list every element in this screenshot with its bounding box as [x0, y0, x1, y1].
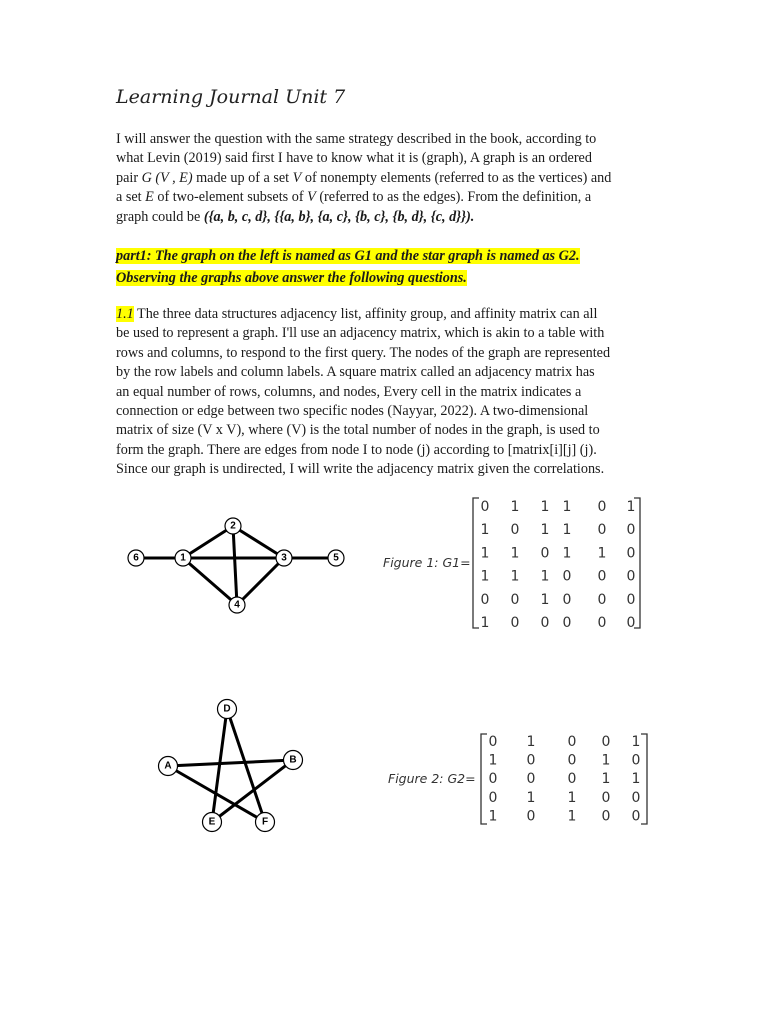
matrix-cell: 1 — [562, 545, 572, 562]
matrix-cell: 0 — [597, 568, 607, 585]
svg-text:F: F — [261, 816, 269, 828]
matrix-cell: 1 — [631, 734, 641, 750]
svg-text:B: B — [289, 754, 297, 766]
matrix-cell: 0 — [510, 522, 520, 539]
matrix-cell: 0 — [601, 734, 611, 750]
graph-node — [284, 751, 303, 770]
matrix-cell: 0 — [567, 752, 577, 769]
matrix-cell: 0 — [526, 808, 536, 825]
svg-text:2: 2 — [230, 520, 236, 532]
part1-question — [116, 245, 656, 289]
svg-text:3: 3 — [281, 552, 287, 564]
matrix-cell: 1 — [480, 568, 490, 585]
matrix-cell: 0 — [626, 545, 636, 562]
matrix-cell: 0 — [567, 734, 577, 750]
matrix-cell: 1 — [526, 789, 536, 806]
svg-text:E: E — [208, 816, 216, 828]
intro-line: pair G (V , E) made up of a set V of nonempty elements (referred to as the vertices) and — [116, 169, 612, 186]
matrix-cell: 0 — [597, 615, 607, 631]
matrix-cell: 0 — [562, 568, 572, 585]
intro-line: a set E of two-element subsets of V (referred to as the edges). From the definition, a — [116, 189, 592, 206]
answer-line: by the row labels and column labels. A square matrix called an adjacency matrix has — [116, 364, 595, 381]
matrix-cell: 0 — [562, 615, 572, 631]
matrix-cell: 0 — [510, 615, 520, 631]
matrix-cell: 1 — [567, 789, 577, 806]
graph-node — [256, 813, 275, 832]
page-title: Learning Journal Unit 7 — [116, 86, 346, 108]
graph-node — [276, 550, 292, 566]
matrix-cell: 1 — [480, 522, 490, 539]
graph-g1-diagram — [120, 508, 355, 618]
matrix-cell: 1 — [510, 568, 520, 585]
matrix-cell: 0 — [597, 499, 607, 515]
matrix-cell: 0 — [510, 591, 520, 608]
matrix-cell: 0 — [601, 789, 611, 806]
intro-line: I will answer the question with the same strategy described in the book, according to — [116, 131, 597, 147]
matrix-cell: 0 — [631, 789, 641, 806]
graph-node — [225, 518, 241, 534]
intro-line: what Levin (2019) said first I have to know what it is (graph), A graph is an ordered — [116, 150, 592, 167]
matrix-right-bracket — [634, 498, 640, 628]
matrix-cell: 0 — [626, 568, 636, 585]
graph-node — [203, 813, 222, 832]
answer-paragraph — [116, 305, 651, 480]
matrix-cell: 0 — [540, 615, 550, 631]
matrix-cell: 0 — [488, 734, 498, 750]
matrix-cell: 1 — [488, 808, 498, 825]
matrix-cell: 1 — [510, 545, 520, 562]
matrix-cell: 1 — [540, 568, 550, 585]
answer-line: an equal number of rows, columns, and nodes, Every cell in the matrix indicates a — [116, 383, 582, 400]
answer-line: matrix of size (V x V), where (V) is the total number of nodes in the graph, is used to — [116, 422, 600, 439]
matrix-cell: 1 — [626, 499, 636, 515]
g2-adjacency-matrix — [474, 730, 654, 828]
matrix-cell: 0 — [631, 752, 641, 769]
matrix-cell: 0 — [626, 591, 636, 608]
graph-g2-diagram — [150, 695, 310, 835]
svg-text:D: D — [223, 703, 231, 715]
matrix-cell: 0 — [562, 591, 572, 608]
graph-node — [229, 597, 245, 613]
matrix-cell: 0 — [597, 591, 607, 608]
matrix-cell: 1 — [510, 499, 520, 515]
svg-text:1: 1 — [180, 552, 186, 564]
matrix-left-bracket — [481, 734, 487, 824]
g1-adjacency-matrix — [466, 494, 648, 632]
matrix-cell: 1 — [601, 752, 611, 769]
matrix-cell: 1 — [562, 499, 572, 515]
matrix-cell: 1 — [562, 522, 572, 539]
intro-paragraph — [116, 130, 651, 227]
matrix-cell: 1 — [540, 499, 550, 515]
part1-line: part1: The graph on the left is named as G1 and the star graph is named as G2. — [116, 248, 580, 264]
part1-line: Observing the graphs above answer the following questions. — [116, 270, 467, 286]
matrix-cell: 1 — [526, 734, 536, 750]
matrix-cell: 1 — [631, 771, 641, 788]
answer-line: be used to represent a graph. I'll use an adjacency matrix, which is akin to a table with — [116, 325, 605, 342]
graph-node — [328, 550, 344, 566]
figure2-label: Figure 2: G2= — [388, 771, 476, 786]
matrix-cell: 0 — [597, 522, 607, 539]
figure1-label: Figure 1: G1= — [383, 555, 471, 570]
matrix-cell: 1 — [540, 522, 550, 539]
svg-text:5: 5 — [333, 552, 339, 564]
answer-line: form the graph. There are edges from node I to node (j) according to [matrix[i][j] (j). — [116, 441, 597, 458]
matrix-cell: 0 — [526, 752, 536, 769]
matrix-cell: 0 — [601, 808, 611, 825]
svg-text:A: A — [164, 760, 172, 772]
matrix-cell: 0 — [626, 615, 636, 631]
graph-node — [218, 700, 237, 719]
matrix-cell: 0 — [526, 771, 536, 788]
svg-text:4: 4 — [234, 599, 240, 611]
matrix-cell: 1 — [601, 771, 611, 788]
matrix-cell: 1 — [480, 545, 490, 562]
matrix-cell: 0 — [631, 808, 641, 825]
matrix-cell: 1 — [488, 752, 498, 769]
matrix-cell: 0 — [480, 591, 490, 608]
graph-node — [175, 550, 191, 566]
graph-node — [159, 757, 178, 776]
matrix-cell: 0 — [567, 771, 577, 788]
matrix-cell: 1 — [567, 808, 577, 825]
matrix-cell: 0 — [540, 545, 550, 562]
intro-line: graph could be ({a, b, c, d}, {{a, b}, {a, c}, {b, c}, {b, d}, {c, d}}). — [116, 208, 475, 225]
matrix-cell: 1 — [540, 591, 550, 608]
matrix-cell: 0 — [626, 522, 636, 539]
svg-text:6: 6 — [133, 552, 139, 564]
matrix-cell: 1 — [480, 615, 490, 631]
answer-number: 1.1 — [116, 306, 134, 322]
matrix-left-bracket — [473, 498, 479, 628]
matrix-cell: 0 — [480, 499, 490, 515]
graph-node — [128, 550, 144, 566]
matrix-cell: 0 — [488, 771, 498, 788]
matrix-cell: 1 — [597, 545, 607, 562]
matrix-cell: 0 — [488, 789, 498, 806]
answer-line: rows and columns, to respond to the first query. The nodes of the graph are represented — [116, 344, 611, 361]
answer-line: connection or edge between two specific nodes (Nayyar, 2022). A two-dimensional — [116, 403, 589, 420]
answer-line: 1.1 The three data structures adjacency list, affinity group, and affinity matrix can all — [116, 306, 598, 322]
answer-line: Since our graph is undirected, I will write the adjacency matrix given the correlations. — [116, 461, 605, 478]
matrix-right-bracket — [641, 734, 647, 824]
